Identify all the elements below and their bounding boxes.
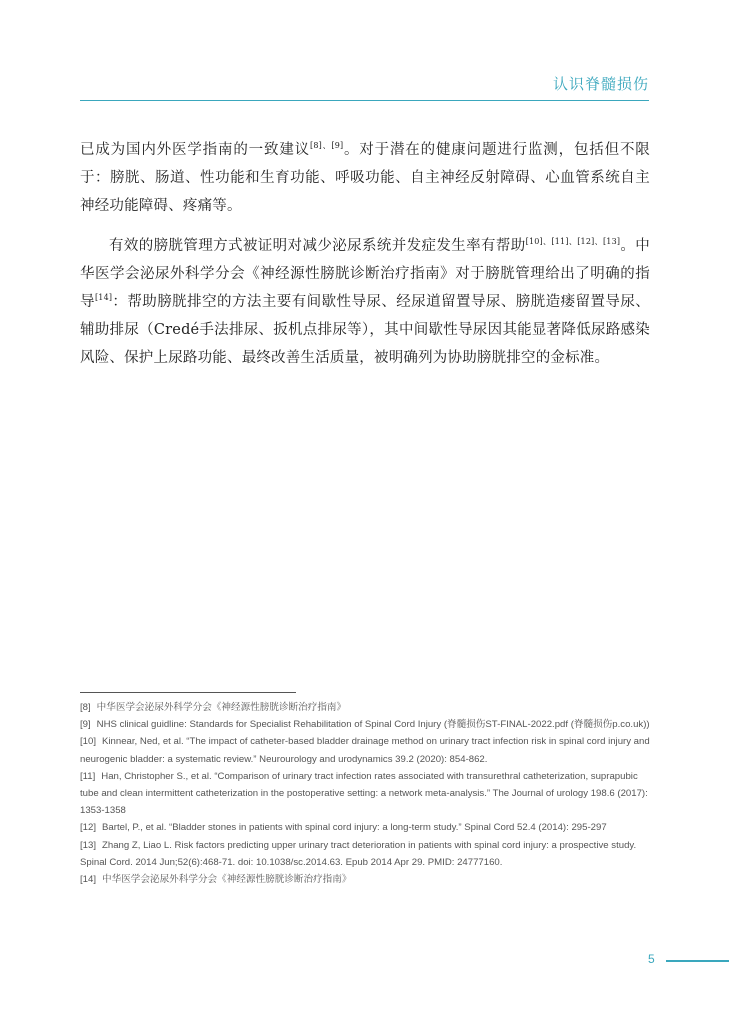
footnote-number: [12] [80,822,97,834]
footnote-item [80,716,652,733]
page-number-rule [666,960,729,962]
footnote-item [80,699,652,716]
footnotes [80,699,652,888]
footnote-number: [10] [80,736,97,748]
footnote-number: [9] [80,719,91,731]
footnote-item [80,733,652,767]
header-divider [80,100,649,101]
citation-marker: [8]、[9] [310,141,344,150]
citation-marker: [10]、[11]、[12]、[13] [525,237,621,246]
footnote-item [80,768,652,820]
body-text [80,136,650,384]
paragraph-text: 有效的膀胱管理方式被证明对减少泌尿系统并发症发生率有帮助 [109,238,526,254]
footnote-divider [80,692,296,693]
paragraph-text: 已成为国内外医学指南的一致建议 [80,142,310,158]
footnote-text: 中华医学会泌尿外科学分会《神经源性膀胱诊断治疗指南》 [96,702,347,713]
body-paragraph [80,136,650,220]
footnote-item [80,871,652,888]
paragraph-text: 。对于潜在的健康问题进行监测，包括但不限于：膀胱、肠道、性功能和生育功能、呼吸功能、自主神经反射障碍、心血管系统自主神经功能障碍、疼痛等。 [80,142,651,214]
footnote-number: [13] [80,839,97,851]
paragraph-text: 。中华医学会泌尿外科学分会《神经源性膀胱诊断治疗指南》对于膀胱管理给出了明确的指导 [80,238,650,310]
paragraph-text: ：帮助膀胱排空的方法主要有间歇性导尿、经尿道留置导尿、膀胱造瘘留置导尿、辅助排尿（Credé手法排尿、扳机点排尿等），其中间歇性导尿因其能显著降低尿路感染风险、保护上尿路功能、最终改善生活质量，被明确列为协助膀胱排空的金标准。 [80,294,651,366]
footnote-item [80,819,652,836]
footnote-number: [11] [80,770,96,782]
footnote-text: Zhang Z, Liao L. Risk factors predicting upper urinary tract deterioration in patients with spinal cord injury: a prospective study. Spinal Cord. 2014 Jun;52(6):468-71. doi: 10.1038/sc.2014.63. Epub 2014 Apr 29. PMID: 24777160. [80,839,637,868]
footnote-item [80,837,652,871]
footnote-text: NHS clinical guidline: Standards for Specialist Rehabilitation of Spinal Cord Injury (脊髓损伤ST-FINAL-2022.pdf (脊髓损伤p.co.uk)) [96,719,650,731]
footnote-text: Kinnear, Ned, et al. “The impact of catheter‐based bladder drainage method on urinary tract infection risk in spinal cord injury and neurogenic bladder: a systematic review.” Neurourology and urodynamics 39.2 (2020): 854-862. [80,736,650,765]
page-number: 5 [648,952,655,966]
footnote-number: [8] [80,702,91,713]
footnote-text: Bartel, P., et al. “Bladder stones in patients with spinal cord injury: a long-term study.” Spinal Cord 52.4 (2014): 295-297 [102,822,607,834]
footnote-text: 中华医学会泌尿外科学分会《神经源性膀胱诊断治疗指南》 [102,874,352,886]
body-paragraph [80,232,650,372]
footnote-text: Han, Christopher S., et al. “Comparison of urinary tract infection rates associated with transurethral catheterization, suprapubic tube and clean intermittent catheterization in the postoperative setting: a network meta-analysis.” The Journal of urology 198.6 (2017): 1353-1358 [80,770,648,817]
citation-marker: [14] [94,293,113,302]
footnote-number: [14] [80,874,97,886]
running-header-title: 认识脊髓损伤 [552,75,649,93]
